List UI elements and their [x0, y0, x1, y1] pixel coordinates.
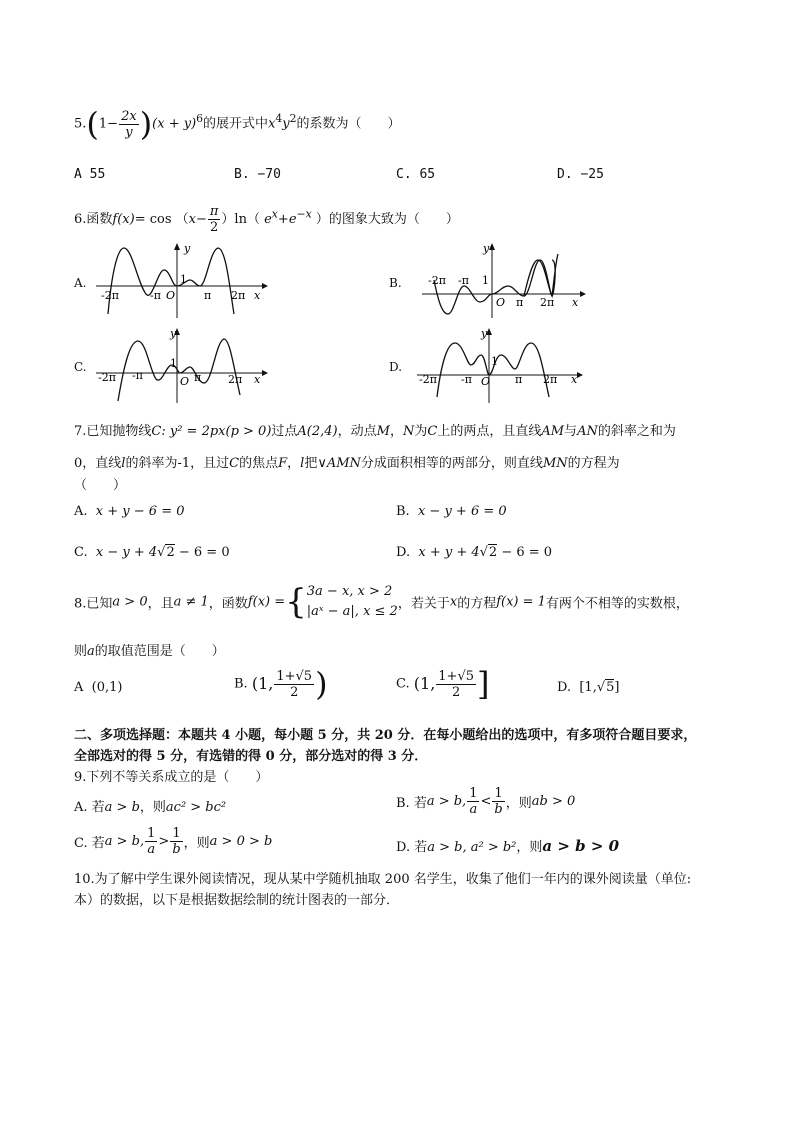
- svg-text:π: π: [515, 373, 523, 386]
- svg-text:2π: 2π: [543, 373, 558, 386]
- q7-line-2: 0，直线l的斜率为-1，且过C的焦点F，l把∨AMN分成面积相等的两部分，则直线MN的方程为: [74, 456, 620, 471]
- q5-text-end: 的系数为（ ）: [296, 116, 401, 132]
- q5-one: 1: [98, 116, 108, 132]
- svg-text:y: y: [481, 327, 488, 340]
- q7-option-b[interactable]: B. x − y + 6 = 0: [396, 504, 507, 519]
- q8-option-d[interactable]: D. [1,√5]: [557, 680, 620, 695]
- q8-option-c[interactable]: C. (1, $\frac{1+√5}{2}$ ]: [396, 665, 490, 703]
- svg-text:π: π: [194, 371, 202, 384]
- svg-text:x: x: [254, 289, 261, 302]
- q5-option-a[interactable]: A 55: [74, 167, 106, 182]
- svg-text:O: O: [180, 375, 190, 388]
- q6-graph-c[interactable]: [94, 325, 274, 405]
- svg-text:-2π: -2π: [101, 289, 119, 302]
- q9-option-d[interactable]: D. 若a > b, a² > b²，则a > b > 0: [396, 837, 620, 855]
- svg-text:y: y: [483, 242, 490, 255]
- svg-text:O: O: [481, 375, 491, 388]
- q8-line-1: 8.已知a > 0，且a ≠ 1，函数f(x) ={ 3a − x, x > 2 |aˣ − a|, x ≤ 2 ，若关于x的方程f(x) = 1有两个不相等的实数根，: [74, 582, 689, 622]
- svg-text:-2π: -2π: [428, 274, 446, 287]
- svg-text:1: 1: [170, 357, 177, 370]
- svg-text:-π: -π: [458, 274, 469, 287]
- q6-option-b[interactable]: B.: [389, 276, 402, 290]
- q8-option-b[interactable]: B. (1, $\frac{1+√5}{2}$ ): [234, 665, 328, 703]
- q5-option-d[interactable]: D. −25: [557, 167, 604, 182]
- svg-text:x: x: [572, 296, 579, 309]
- q7-option-c[interactable]: C. x − y + 4√2 − 6 = 0: [74, 545, 230, 560]
- q7-line-1: 7.已知抛物线C: y² = 2px(p > 0)过点A(2,4)，动点M，N为C上的两点，且直线AM与AN的斜率之和为: [74, 424, 676, 439]
- svg-text:π: π: [204, 289, 212, 302]
- q9-option-c[interactable]: C. 若a > b, $\frac{1}{a}$ > $\frac{1}{b}$ ，则a > 0 > b: [74, 826, 273, 857]
- section2-header: 二、多项选择题：本题共 4 小题，每小题 5 分，共 20 分．在每小题给出的选项中，有多项符合题目要求，: [74, 728, 697, 743]
- q6-option-a[interactable]: A.: [74, 276, 87, 290]
- q5-fraction: $\frac{2x}{y}$: [121, 108, 137, 140]
- q9-stem: 9.下列不等关系成立的是（ ）: [74, 770, 269, 785]
- q10-line-1: 10.为了解中学生课外阅读情况，现从某中学随机抽取 200 名学生，收集了他们一年内的课外阅读量（单位:: [74, 872, 692, 887]
- section2-header-2: 全部选对的得 5 分，有选错的得 0 分，部分选对的得 3 分．: [74, 749, 428, 764]
- q8-line-2: 则a的取值范围是（ ）: [74, 644, 225, 659]
- svg-text:-π: -π: [150, 289, 161, 302]
- q8-option-a[interactable]: A (0,1): [74, 680, 123, 695]
- q5-option-c[interactable]: C. 65: [396, 167, 436, 182]
- svg-text:2π: 2π: [540, 296, 555, 309]
- q7-line-3: （ ）: [74, 478, 127, 493]
- q5-power: 6: [196, 112, 204, 126]
- q10-line-2: 本）的数据，以下是根据数据绘制的统计图表的一部分．: [74, 893, 400, 908]
- q7-option-a[interactable]: A. x + y − 6 = 0: [74, 504, 185, 519]
- q6-option-c[interactable]: C.: [74, 360, 87, 374]
- q5-option-b[interactable]: B. −70: [234, 167, 281, 182]
- q6-graph-b[interactable]: [420, 240, 590, 320]
- svg-text:2π: 2π: [231, 289, 246, 302]
- svg-text:x: x: [571, 373, 578, 386]
- svg-text:π: π: [516, 296, 524, 309]
- q6a-y: y: [184, 242, 191, 255]
- svg-text:x: x: [254, 373, 261, 386]
- q6-graph-a[interactable]: [94, 240, 274, 320]
- q7-option-d[interactable]: D. x + y + 4√2 − 6 = 0: [396, 545, 553, 560]
- svg-text:-2π: -2π: [98, 371, 116, 384]
- q5-binomial: (x + y): [152, 116, 197, 132]
- q5-minus: −: [107, 116, 119, 132]
- svg-text:1: 1: [482, 274, 489, 287]
- svg-text:-π: -π: [461, 373, 472, 386]
- q8-piecewise: 3a − x, x > 2 |aˣ − a|, x ≤ 2: [306, 584, 398, 619]
- q6-stem: 6.函数f(x)= cos （x− $\frac{\pi}{2}$ ）ln（ $e^x+e^{-x}$ ）的图象大致为（ ）: [74, 204, 459, 235]
- q9-option-a[interactable]: A. 若a > b，则ac² > bc²: [74, 800, 227, 815]
- svg-text:1: 1: [180, 273, 187, 286]
- svg-text:O: O: [496, 296, 506, 309]
- q6-graph-d[interactable]: [415, 325, 590, 405]
- q6-option-d[interactable]: D.: [389, 360, 403, 374]
- svg-text:2π: 2π: [228, 373, 243, 386]
- svg-text:O: O: [166, 289, 176, 302]
- q5-text-mid: 的展开式中: [203, 116, 269, 132]
- q5-stem: 5.(1− $\frac{2x}{y}$ )$(x + y)^6$的展开式中$x^4y^2$的系数为（ ）: [74, 105, 401, 143]
- svg-text:-2π: -2π: [419, 373, 437, 386]
- svg-text:y: y: [170, 327, 177, 340]
- q5-number: 5.: [74, 116, 87, 132]
- q9-option-b[interactable]: B. 若a > b, $\frac{1}{a}$ < $\frac{1}{b}$ ，则ab > 0: [396, 786, 576, 817]
- svg-text:-π: -π: [132, 369, 143, 382]
- svg-text:1: 1: [491, 355, 498, 368]
